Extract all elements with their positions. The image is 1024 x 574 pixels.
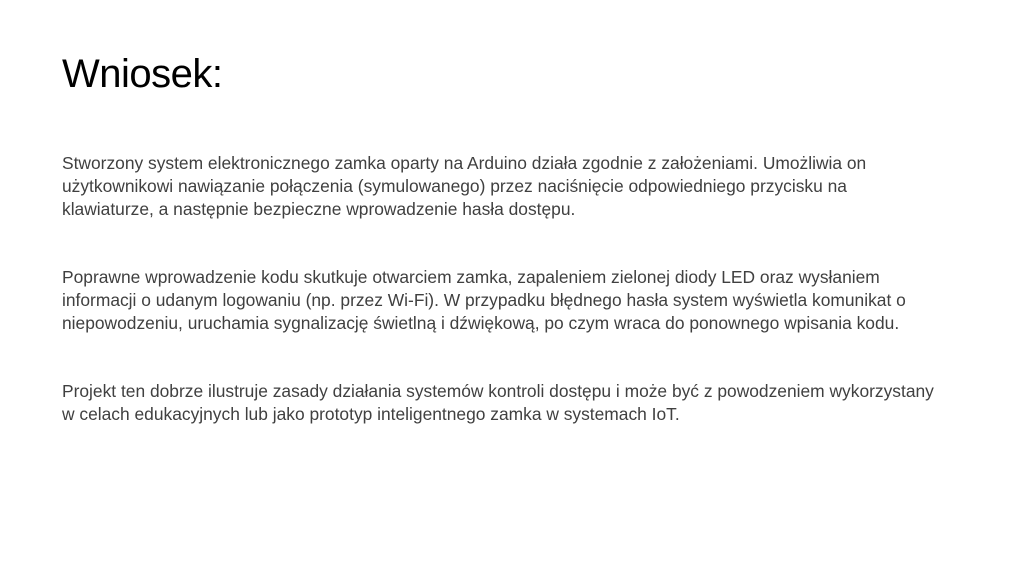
slide-body (62, 152, 942, 426)
paragraph-summary: Stworzony system elektronicznego zamka oparty na Arduino działa zgodnie z założeniami. Umożliwia on użytkownikowi nawiązanie połączenia (symulowanego) przez naciśnięcie odpowiedniego przycisku na klawiaturze, a następnie bezpieczne wprowadzenie hasła dostępu. (62, 153, 867, 219)
slide-title: Wniosek: (62, 52, 223, 96)
paragraph-conclusion: Projekt ten dobrze ilustruje zasady działania systemów kontroli dostępu i może być z powodzeniem wykorzystany w celach edukacyjnych lub jako prototyp inteligentnego zamka w systemach IoT. (62, 381, 934, 424)
paragraph-behavior: Poprawne wprowadzenie kodu skutkuje otwarciem zamka, zapaleniem zielonej diody LED oraz wysłaniem informacji o udanym logowaniu (np. przez Wi-Fi). W przypadku błędnego hasła system wyświetla komunikat o niepowodzeniu, uruchamia sygnalizację świetlną i dźwiękową, po czym wraca do ponownego wpisania kodu. (62, 267, 906, 333)
